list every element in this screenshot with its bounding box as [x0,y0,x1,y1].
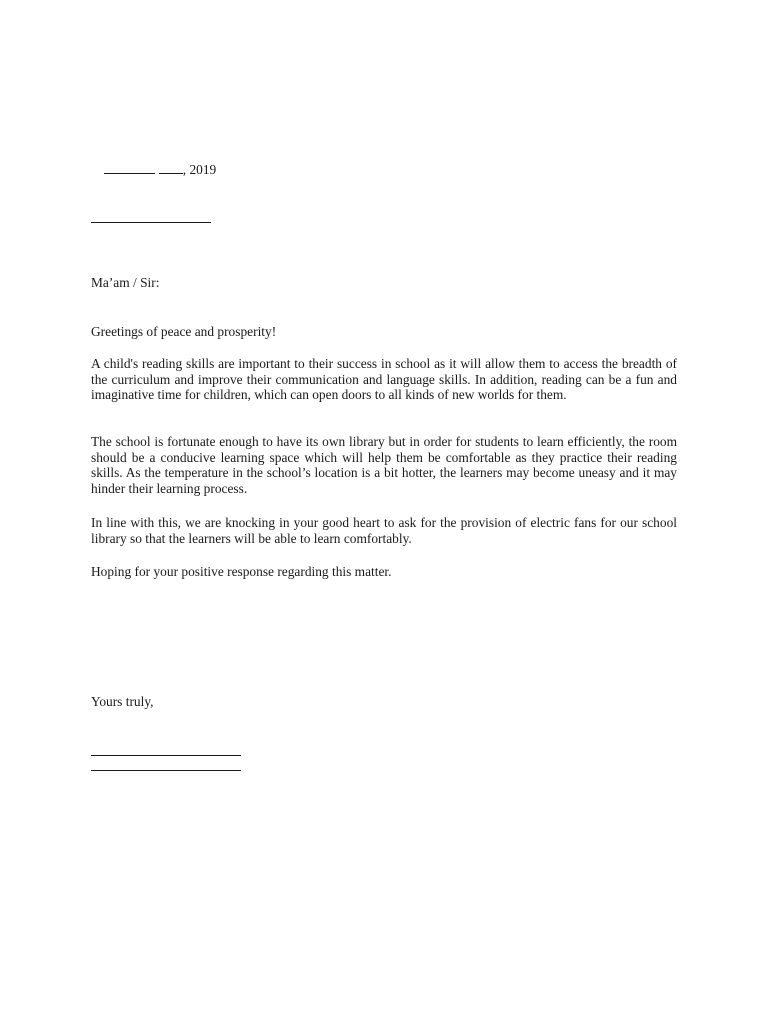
closing-hope: Hoping for your positive response regarding this matter. [91,564,392,579]
recipient-blank [91,222,211,223]
signature-name-blank [91,755,241,756]
valediction: Yours truly, [91,694,154,709]
date-day-blank [159,161,183,174]
greeting: Greetings of peace and prosperity! [91,324,277,339]
date-year: , 2019 [182,161,217,177]
date-month-blank [104,161,155,174]
signature-title-blank [91,770,241,771]
body-paragraph-3: In line with this, we are knocking in your good heart to ask for the provision of electric fans for our school library so that the learners will be able to learn comfortably. [91,515,677,546]
body-paragraph-2: The school is fortunate enough to have its own library but in order for students to learn efficiently, the room should be a conducive learning space which will help them be comfortable as they practice their reading skills. As the temperature in the school’s location is a bit hotter, the learners may become uneasy and it may hinder their learning process. [91,434,677,496]
body-paragraph-1: A child's reading skills are important to their success in school as it will allow them to access the breadth of the curriculum and improve their communication and language skills. In addition, reading can be a fun and imaginative time for children, which can open doors to all kinds of new worlds for them. [91,356,677,402]
date-line [91,145,216,193]
salutation: Ma’am / Sir: [91,275,160,290]
